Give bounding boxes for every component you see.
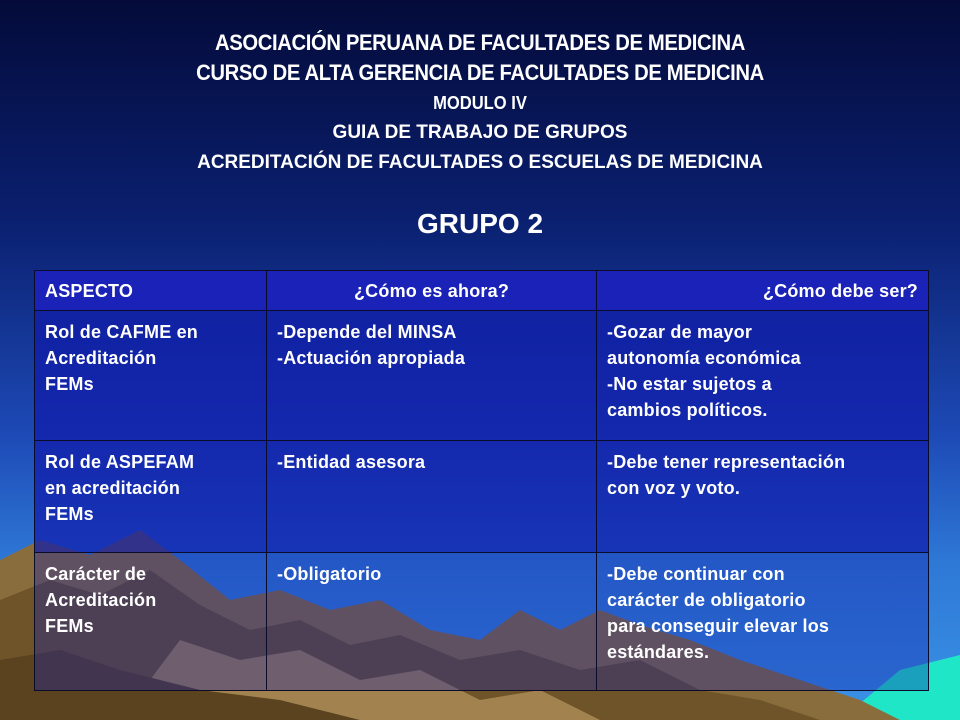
comparison-table — [34, 270, 929, 691]
header-course: CURSO DE ALTA GERENCIA DE FACULTADES DE MEDICINA — [196, 60, 764, 85]
cell-ahora — [267, 311, 597, 441]
cell-line: cambios políticos. — [607, 400, 768, 420]
cell-ahora — [267, 553, 597, 691]
cell-aspecto — [35, 441, 267, 553]
cell-line: Rol de CAFME en — [45, 322, 199, 342]
cell-line: -Depende del MINSA — [277, 322, 457, 342]
cell-line: Carácter de — [45, 564, 147, 584]
header-accreditation: ACREDITACIÓN DE FACULTADES O ESCUELAS DE MEDICINA — [197, 152, 763, 173]
header-guide: GUIA DE TRABAJO DE GRUPOS — [332, 122, 628, 143]
cell-line: Acreditación — [45, 348, 157, 368]
cell-line: FEMs — [45, 504, 94, 524]
cell-line: FEMs — [45, 616, 94, 636]
cell-line: Rol de ASPEFAM — [45, 452, 195, 472]
cell-line: -No estar sujetos a — [607, 374, 772, 394]
cell-debe — [597, 441, 929, 553]
cell-line: -Debe tener representación — [607, 452, 846, 472]
table-row — [35, 311, 929, 441]
group-title: GRUPO 2 — [416, 208, 544, 239]
cell-line: carácter de obligatorio — [607, 590, 806, 610]
cell-line: -Gozar de mayor — [607, 322, 753, 342]
cell-line: -Actuación apropiada — [277, 348, 466, 368]
cell-line: para conseguir elevar los — [607, 616, 830, 636]
cell-line: -Obligatorio — [277, 564, 382, 584]
cell-line: autonomía económica — [607, 348, 801, 368]
table-row — [35, 441, 929, 553]
cell-ahora — [267, 441, 597, 553]
cell-line: -Entidad asesora — [277, 452, 426, 472]
cell-line: con voz y voto. — [607, 478, 741, 498]
header — [0, 28, 960, 178]
header-module: MODULO IV — [433, 93, 527, 113]
cell-line: Acreditación — [45, 590, 157, 610]
cell-debe — [597, 553, 929, 691]
cell-aspecto — [35, 553, 267, 691]
table-row — [35, 553, 929, 691]
cell-aspecto — [35, 311, 267, 441]
cell-line: en acreditación — [45, 478, 181, 498]
table-header-row — [35, 271, 929, 311]
header-cell-aspecto: ASPECTO — [35, 271, 267, 311]
cell-line: FEMs — [45, 374, 94, 394]
header-association: ASOCIACIÓN PERUANA DE FACULTADES DE MEDICINA — [215, 30, 745, 55]
cell-line: estándares. — [607, 642, 710, 662]
cell-debe — [597, 311, 929, 441]
header-cell-ahora: ¿Cómo es ahora? — [267, 271, 597, 311]
header-cell-debe: ¿Cómo debe ser? — [597, 271, 929, 311]
cell-line: -Debe continuar con — [607, 564, 785, 584]
